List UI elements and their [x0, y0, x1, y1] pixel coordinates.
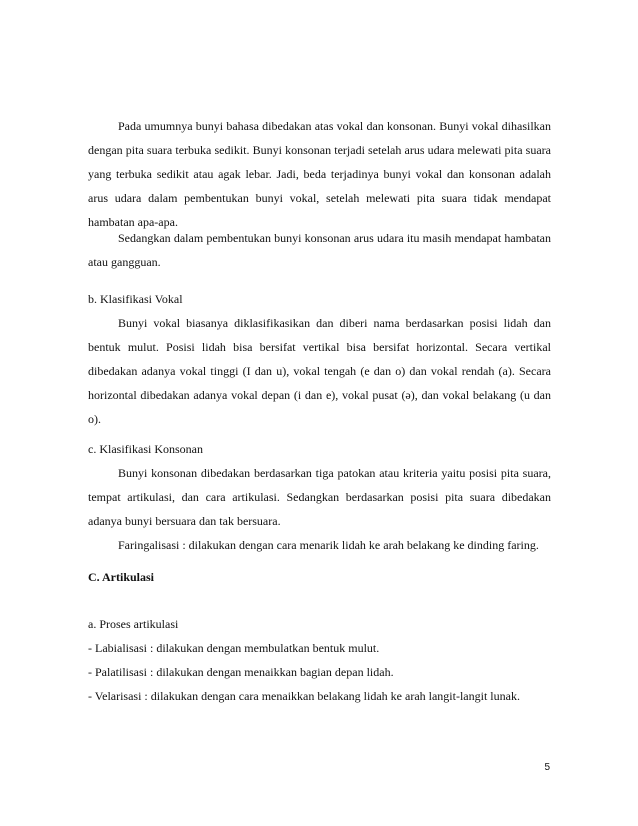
list-item-labialisasi: - Labialisasi : dilakukan dengan membulatkan bentuk mulut. — [88, 641, 380, 655]
page-number: 5 — [544, 762, 550, 773]
heading-klasifikasi-vokal: b. Klasifikasi Vokal — [88, 292, 183, 306]
list-item-palatilisasi: - Palatilisasi : dilakukan dengan menaikkan bagian depan lidah. — [88, 665, 394, 679]
paragraph-klasifikasi-konsonan: Bunyi konsonan dibedakan berdasarkan tiga patokan atau kriteria yaitu posisi pita suara, tempat artikulasi, dan cara artikulasi. Sedangkan berdasarkan posisi pita suara dibedakan adanya bunyi bersuara dan tak bersuara. — [88, 466, 551, 528]
paragraph-vokal-konsonan: Pada umumnya bunyi bahasa dibedakan atas vokal dan konsonan. Bunyi vokal dihasilkan dengan pita suara terbuka sedikit. Bunyi konsonan terjadi setelah arus udara melewati pita suara yang terbuka sedikit atau agak lebar. Jadi, beda terjadinya bunyi vokal dan konsonan adalah arus udara dalam pembentukan bunyi vokal, setelah melewati pita suara tidak mendapat hambatan apa-apa. — [88, 119, 551, 229]
paragraph-klasifikasi-vokal: Bunyi vokal biasanya diklasifikasikan dan diberi nama berdasarkan posisi lidah dan bentuk mulut. Posisi lidah bisa bersifat vertikal bisa bersifat horizontal. Secara vertikal dibedakan adanya vokal tinggi (I dan u), vokal tengah (e dan o) dan vokal rendah (a). Secara horizontal dibedakan adanya vokal depan (i dan e), vokal pusat (ə), dan vokal belakang (u dan o). — [88, 316, 551, 426]
heading-klasifikasi-konsonan: c. Klasifikasi Konsonan — [88, 442, 203, 456]
list-item-velarisasi: - Velarisasi : dilakukan dengan cara menaikkan belakang lidah ke arah langit-langit lunak. — [88, 689, 520, 703]
section-title-artikulasi: C. Artikulasi — [88, 570, 155, 584]
paragraph-faringalisasi: Faringalisasi : dilakukan dengan cara menarik lidah ke arah belakang ke dinding faring. — [118, 538, 539, 552]
paragraph-konsonan-hambatan: Sedangkan dalam pembentukan bunyi konsonan arus udara itu masih mendapat hambatan atau gangguan. — [88, 231, 551, 269]
subheading-proses-artikulasi: a. Proses artikulasi — [88, 617, 179, 631]
